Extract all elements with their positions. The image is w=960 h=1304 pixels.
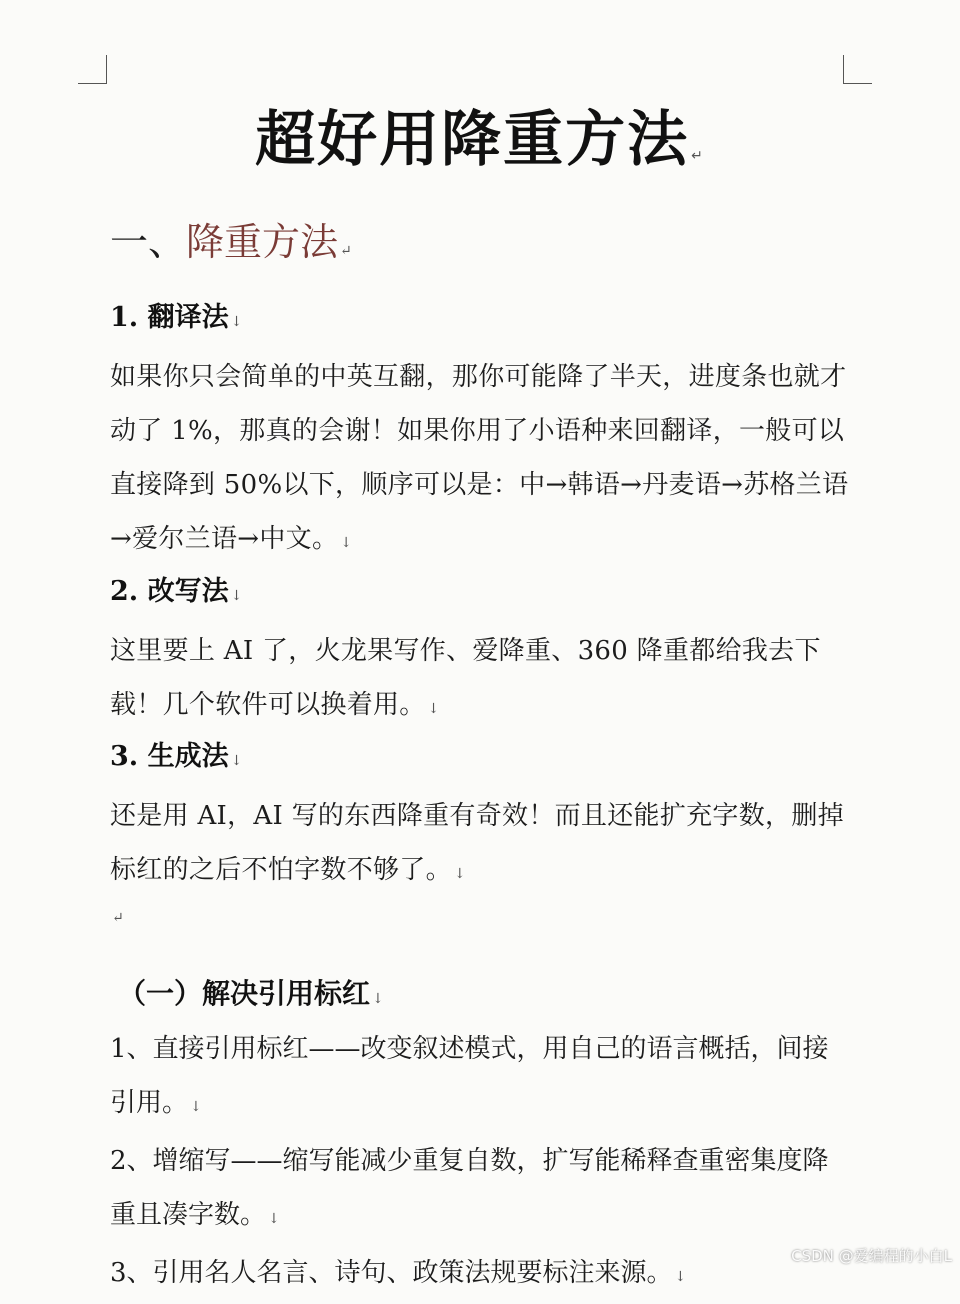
paragraph-mark-icon: ↵ bbox=[112, 910, 124, 926]
section-heading bbox=[110, 215, 352, 278]
method-rewrite bbox=[110, 572, 850, 736]
method-translation bbox=[110, 298, 850, 570]
crop-mark-top-left bbox=[78, 55, 107, 84]
subsection-heading-text: （一）解决引用标红 bbox=[118, 977, 371, 1010]
paragraph-mark-icon: ↓ bbox=[190, 1099, 202, 1115]
method-body bbox=[110, 789, 850, 901]
list-item-text: 2、增缩写——缩写能减少重复自数，扩写能稀释查重密集度降重且凑字数。 bbox=[110, 1146, 829, 1230]
paragraph-mark-icon: ↓ bbox=[674, 1269, 687, 1285]
document-title bbox=[0, 100, 960, 196]
method-heading-text: 1. 翻译法 bbox=[110, 302, 229, 333]
method-heading bbox=[110, 572, 850, 616]
method-body-text: 这里要上 AI 了，火龙果写作、爱降重、360 降重都给我去下载！几个软件可以换着用。 bbox=[110, 636, 821, 720]
paragraph-mark-icon: ↓ bbox=[372, 991, 384, 1007]
method-heading-text: 2. 改写法 bbox=[110, 576, 229, 607]
paragraph-mark-icon: ↓ bbox=[453, 866, 466, 882]
watermark: CSDN @爱编程的小白L bbox=[791, 1247, 952, 1265]
list-item-text: 3、引用名人名言、诗句、政策法规要标注来源。 bbox=[110, 1258, 673, 1288]
paragraph-mark-icon: ↓ bbox=[230, 588, 243, 604]
method-heading bbox=[110, 298, 850, 342]
paragraph-mark-icon: ↓ bbox=[268, 1211, 280, 1227]
paragraph-mark-icon: ↵ bbox=[340, 243, 352, 259]
method-heading-text: 3. 生成法 bbox=[110, 741, 229, 772]
paragraph-mark-icon: ↓ bbox=[230, 753, 243, 769]
crop-mark-top-right bbox=[843, 55, 872, 84]
method-body bbox=[110, 350, 850, 570]
document-title-text: 超好用降重方法 bbox=[255, 105, 690, 175]
section-number: 一、 bbox=[110, 220, 187, 264]
paragraph-mark-icon: ↵ bbox=[691, 148, 705, 164]
method-body-text: 还是用 AI，AI 写的东西降重有奇效！而且还能扩充字数，删掉标红的之后不怕字数不够了。 bbox=[110, 801, 844, 885]
subsection-heading bbox=[118, 972, 384, 1021]
paragraph-mark-icon: ↓ bbox=[427, 701, 440, 717]
list-item bbox=[110, 1134, 850, 1246]
paragraph-mark-icon: ↓ bbox=[340, 535, 353, 551]
method-body-text: 如果你只会简单的中英互翻，那你可能降了半天，进度条也就才动了 1%，那真的会谢！如果你用了小语种来回翻译，一般可以直接降到 50%以下，顺序可以是：中→韩语→丹麦语→苏格兰语→爱尔兰语→中文。 bbox=[110, 362, 849, 554]
method-body bbox=[110, 624, 850, 736]
subsection-list bbox=[110, 1022, 850, 1304]
method-generate bbox=[110, 737, 850, 901]
list-item bbox=[110, 1246, 850, 1304]
method-heading bbox=[110, 737, 850, 781]
list-item bbox=[110, 1022, 850, 1134]
section-label: 降重方法 bbox=[186, 220, 339, 264]
paragraph-mark-icon: ↓ bbox=[230, 314, 243, 330]
list-item-text: 1、直接引用标红——改变叙述模式，用自己的语言概括，间接引用。 bbox=[110, 1034, 829, 1118]
